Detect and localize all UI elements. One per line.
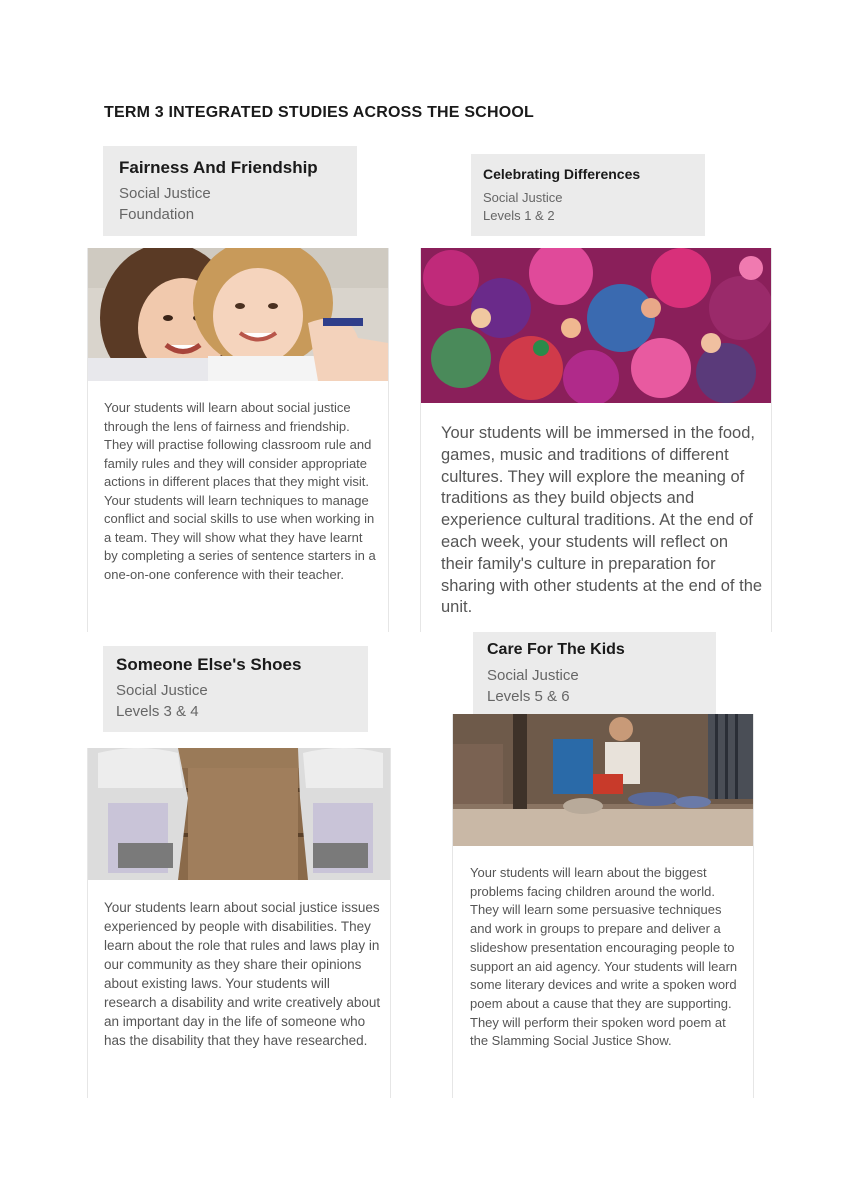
unit-level: Levels 5 & 6	[487, 688, 570, 705]
unit-subject: Social Justice	[119, 185, 211, 202]
page-title: TERM 3 INTEGRATED STUDIES ACROSS THE SCHOOL	[104, 104, 534, 121]
unit-tag-celebrating	[471, 154, 705, 236]
child-street-photo	[453, 714, 753, 846]
unit-title: Someone Else's Shoes	[116, 655, 302, 674]
unit-title: Fairness And Friendship	[119, 158, 318, 177]
unit-description: Your students will learn about social justice through the lens of fairness and friendship. They will practise following classroom rule and family rules and they will consider appropriate actions in different places that they might visit. Your students will learn techniques to manage conflict and social skills to use when working in a team. They will show what they have learnt by completing a series of sentence starters in a one-on-one conference with their teacher.	[104, 400, 376, 582]
two-smiling-girls-photo	[88, 248, 388, 381]
unit-tag-fairness	[103, 146, 357, 236]
leg-braces-sneakers-photo	[88, 748, 390, 880]
colourful-festival-crowd-photo	[421, 248, 771, 403]
unit-description: Your students learn about social justice issues experienced by people with disabilities. They learn about the role that rules and laws play in our community as they share their opinions about existing laws. Your students will research a disability and write creatively about an important day in the life of someone who has the disability that they have researched.	[104, 900, 381, 1048]
unit-description: Your students will be immersed in the food, games, music and traditions of different cultures. They will explore the meaning of traditions as they build objects and experience cultural traditions. At the end of each week, your students will reflect on their family's culture in preparation for sharing with other students at the end of the unit.	[441, 424, 763, 617]
unit-level: Levels 3 & 4	[116, 703, 199, 720]
unit-subject: Social Justice	[116, 682, 208, 699]
unit-description: Your students will learn about the biggest problems facing children around the world. They will learn some persuasive techniques and work in groups to prepare and deliver a slideshow presentation encouraging people to support an aid agency. Your students will learn some literary devices and write a spoken word poem about a cause that they are supporting. They will perform their spoken word poem at the Slamming Social Justice Show.	[470, 865, 738, 1049]
unit-subject: Social Justice	[487, 667, 579, 684]
unit-tag-shoes	[103, 646, 368, 732]
unit-title: Celebrating Differences	[483, 166, 641, 182]
unit-level: Foundation	[119, 206, 195, 223]
unit-title: Care For The Kids	[487, 641, 625, 658]
unit-level: Levels 1 & 2	[483, 208, 555, 223]
unit-tag-care	[473, 632, 716, 714]
unit-subject: Social Justice	[483, 190, 563, 205]
